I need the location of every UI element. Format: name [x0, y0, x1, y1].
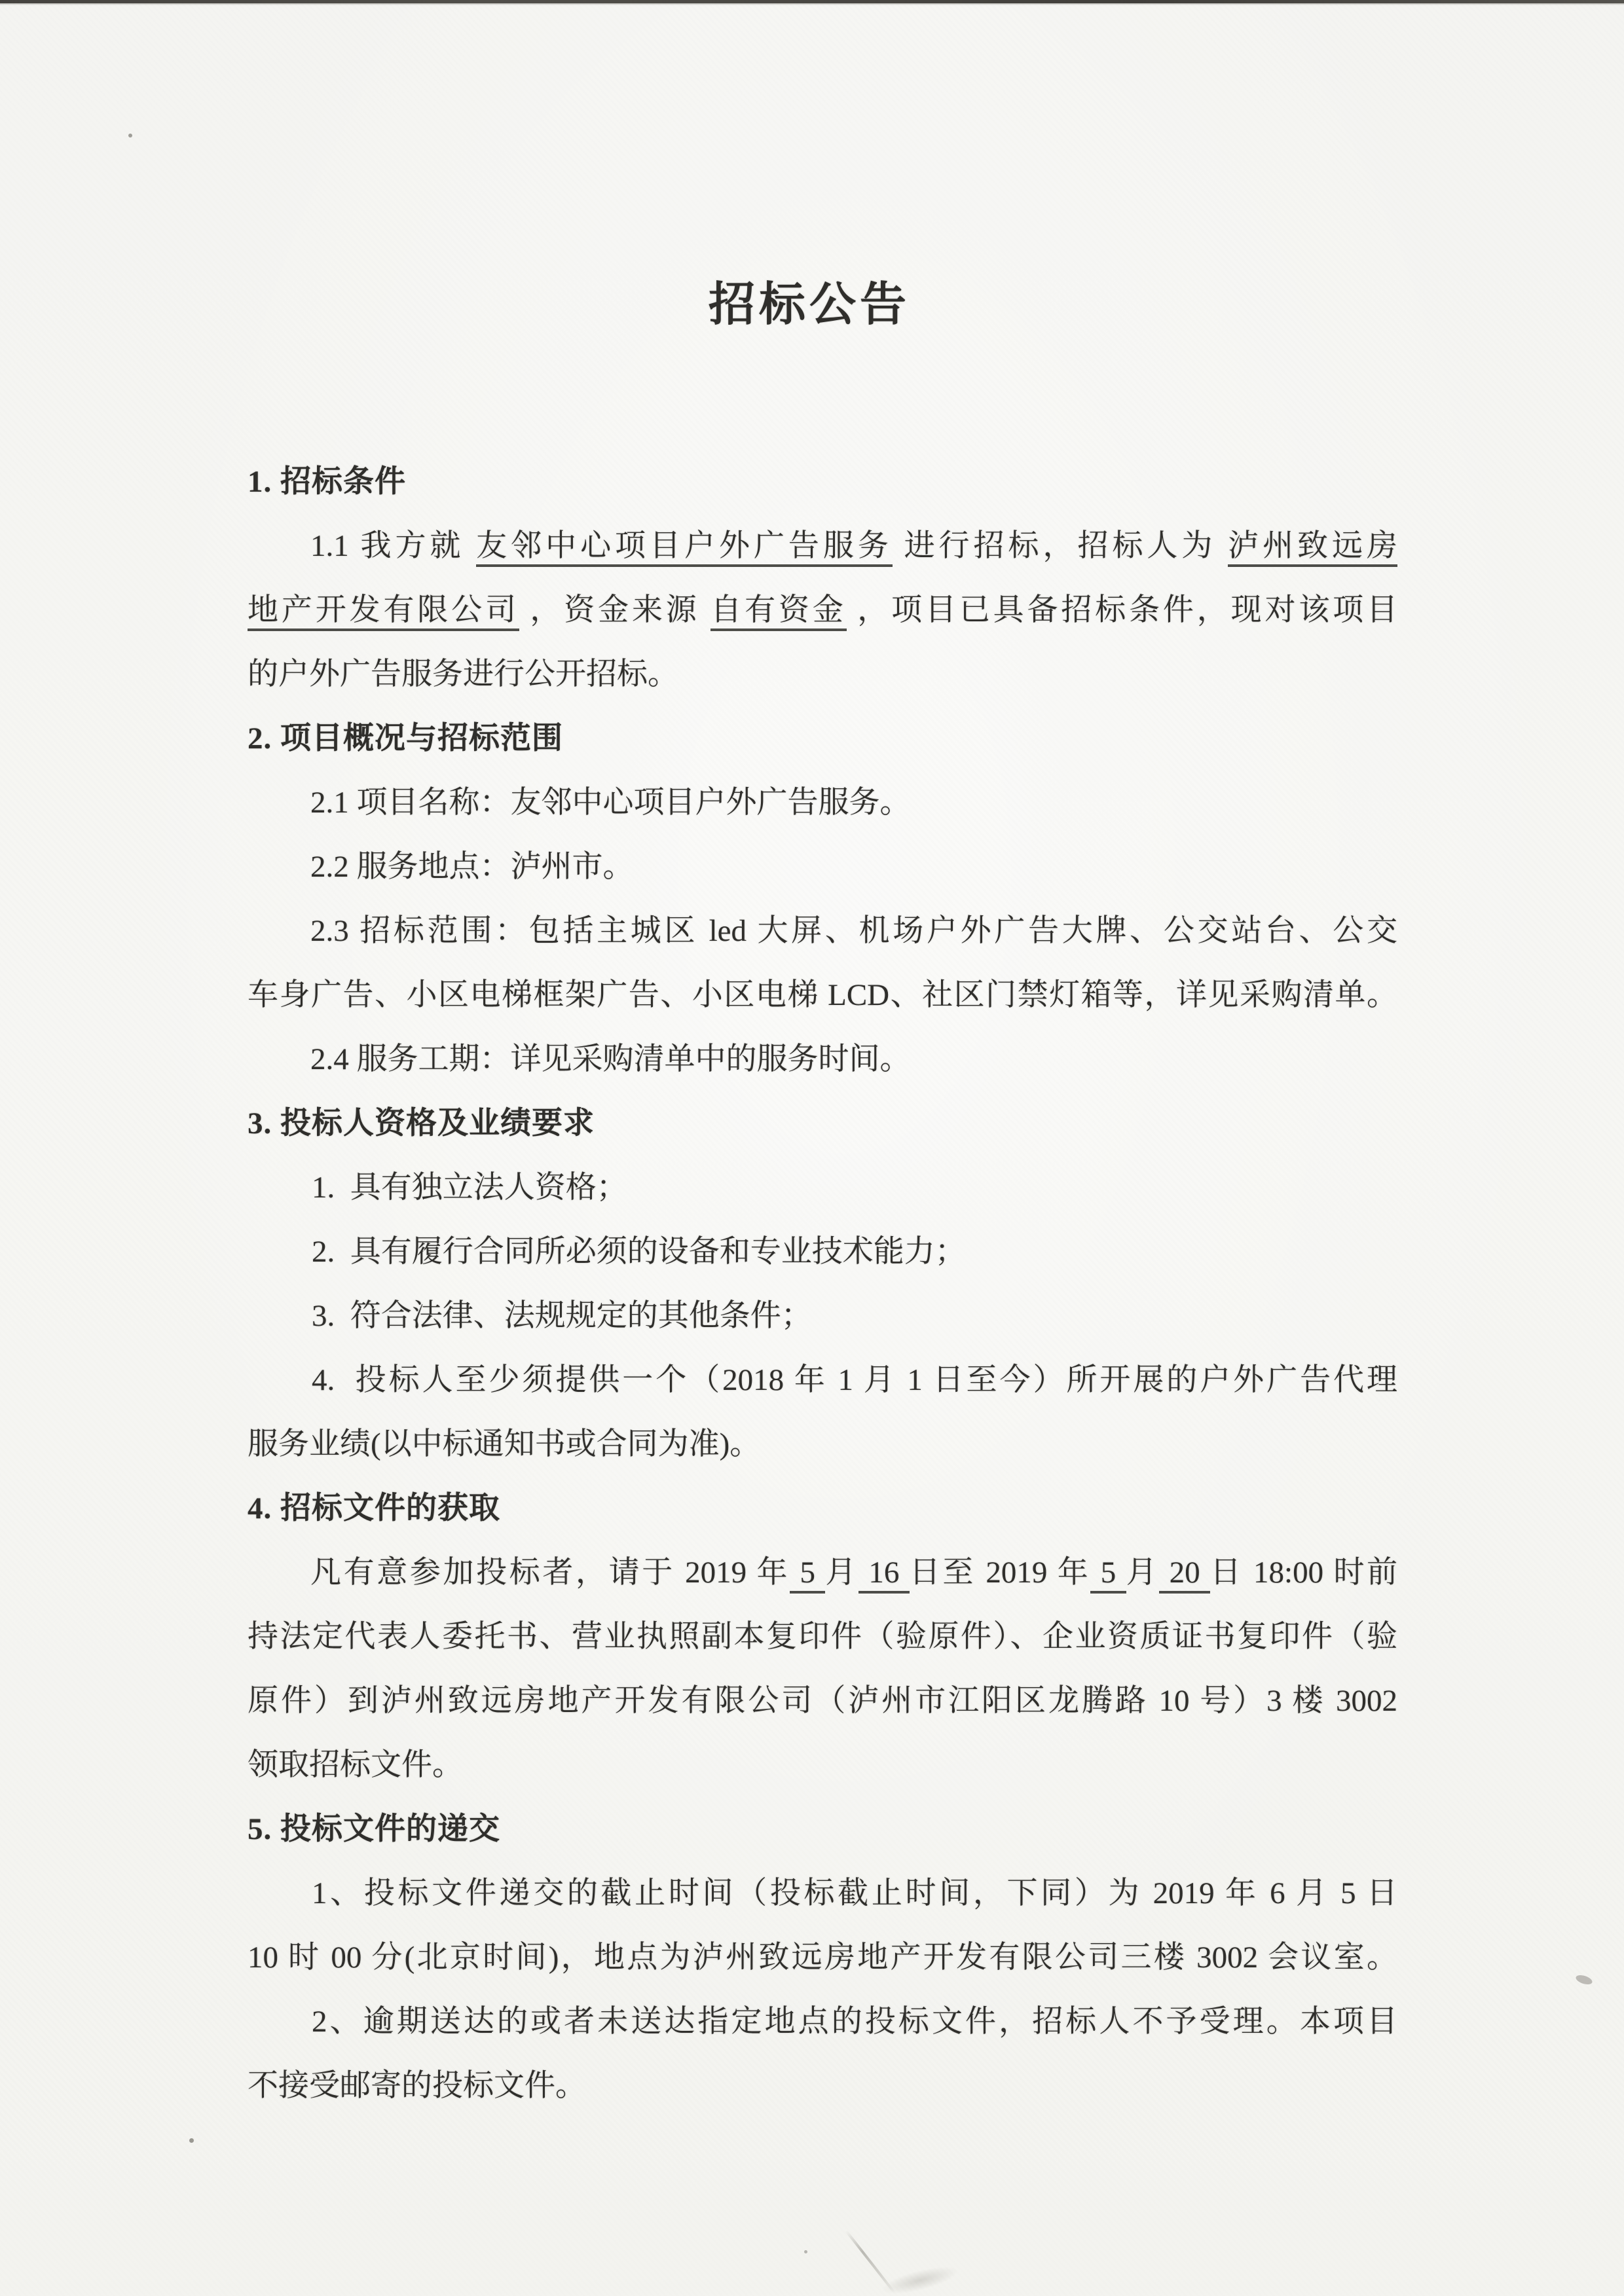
- item-3-2: [248, 1220, 1397, 1284]
- text-run: 4. 招标文件的获取: [248, 1491, 500, 1525]
- item-3-4-line-1: [248, 1348, 1397, 1412]
- text-run: ，项目已具备招标条件，现对该项目: [846, 593, 1398, 627]
- text-run: 2.3 招标范围：包括主城区 led 大屏、机场户外广告大牌、公交站台、公交: [310, 914, 1397, 948]
- text-run: 3. 投标人资格及业绩要求: [248, 1106, 595, 1140]
- para-1-1-line-2: [248, 578, 1397, 642]
- text-run: 10 时 00 分(北京时间)，地点为泸州致远房地产开发有限公司三楼 3002 会议室。: [248, 1941, 1397, 1975]
- text-run: 4. 投标人至少须提供一个（2018 年 1 月 1 日至今）所开展的户外广告代理: [312, 1363, 1397, 1397]
- text-run: 招标公告: [708, 280, 910, 331]
- section-4-heading: [248, 1476, 1397, 1540]
- text-run: 领取招标文件。: [248, 1748, 463, 1782]
- underlined-fill-in-value: 自有资金: [710, 593, 846, 631]
- scanner-edge-artifact: [0, 0, 1624, 3]
- para-1-1-line-1: [248, 514, 1397, 578]
- item-5-2-line-1: [248, 1990, 1397, 2054]
- section-3-heading: [248, 1091, 1397, 1156]
- text-run: 凡有意参加投标者，请于 2019 年: [310, 1556, 790, 1590]
- underlined-fill-in-value: 5: [790, 1556, 825, 1594]
- underlined-fill-in-value: 20: [1159, 1556, 1210, 1594]
- para-2-3-line-2: [248, 963, 1397, 1027]
- section-2-heading: [248, 706, 1397, 771]
- para-4-line-1: [248, 1540, 1397, 1605]
- text-run: 持法定代表人委托书、营业执照副本复印件（验原件）、企业资质证书复印件（验: [248, 1620, 1397, 1654]
- text-run: 1. 招标条件: [248, 465, 406, 499]
- text-run: 1、投标文件递交的截止时间（投标截止时间，下同）为 2019 年 6 月 5 日: [312, 1876, 1397, 1910]
- para-2-2: [248, 835, 1397, 899]
- underlined-fill-in-value: 地产开发有限公司: [248, 593, 519, 631]
- text-run: 日 18:00 时前: [1210, 1556, 1398, 1590]
- text-run: 2. 项目概况与招标范围: [248, 721, 563, 756]
- text-run: 原件）到泸州致远房地产开发有限公司（泸州市江阳区龙腾路 10 号）3 楼 3002: [248, 1684, 1397, 1718]
- para-4-line-2: [248, 1605, 1397, 1669]
- text-run: 2. 具有履行合同所必须的设备和专业技术能力；: [312, 1235, 966, 1269]
- paper-crease-artifact: [879, 2261, 961, 2296]
- scan-speck: [189, 2138, 194, 2143]
- para-2-3-line-1: [248, 899, 1397, 963]
- item-3-4-line-2: [248, 1412, 1397, 1476]
- text-run: 月: [825, 1556, 859, 1590]
- para-2-1: [248, 771, 1397, 835]
- text-run: 不接受邮寄的投标文件。: [248, 2069, 586, 2103]
- item-5-1-line-2: [248, 1925, 1397, 1990]
- text-run: 2.4 服务工期：详见采购清单中的服务时间。: [310, 1042, 911, 1076]
- item-5-1-line-1: [248, 1861, 1397, 1925]
- para-4-line-3: [248, 1669, 1397, 1733]
- text-run: 月: [1126, 1556, 1160, 1590]
- item-5-2-line-2: [248, 2054, 1397, 2118]
- text-run: 2、逾期送达的或者未送达指定地点的投标文件，招标人不予受理。本项目: [312, 2005, 1397, 2039]
- text-run: 车身广告、小区电梯框架广告、小区电梯 LCD、社区门禁灯箱等，详见采购清单。: [248, 978, 1397, 1012]
- text-run: 进行招标，招标人为: [892, 529, 1228, 563]
- scan-smudge: [1575, 1973, 1593, 1986]
- section-5-heading: [248, 1797, 1397, 1861]
- underlined-fill-in-value: 16: [858, 1556, 910, 1594]
- scan-speck: [804, 2250, 807, 2253]
- item-3-3: [248, 1284, 1397, 1348]
- text-run: 服务业绩(以中标通知书或合同为准)。: [248, 1427, 761, 1461]
- underlined-fill-in-value: 5: [1090, 1556, 1126, 1594]
- text-run: 的户外广告服务进行公开招标。: [248, 657, 678, 691]
- document-title: [234, 273, 1384, 337]
- document-body: [248, 273, 1397, 2118]
- text-run: 5. 投标文件的递交: [248, 1812, 500, 1846]
- text-run: 2.2 服务地点：泸州市。: [310, 850, 634, 884]
- text-run: 2.1 项目名称：友邻中心项目户外广告服务。: [310, 786, 911, 820]
- scan-speck: [128, 134, 132, 137]
- underlined-fill-in-value: 友邻中心项目户外广告服务: [476, 529, 893, 567]
- item-3-1: [248, 1156, 1397, 1220]
- para-2-4: [248, 1027, 1397, 1091]
- text-run: 3. 符合法律、法规规定的其他条件；: [312, 1299, 812, 1333]
- section-1-heading: [248, 450, 1397, 514]
- para-4-line-4: [248, 1733, 1397, 1797]
- text-run: 1.1 我方就: [310, 529, 477, 563]
- text-run: 日至 2019 年: [909, 1556, 1091, 1590]
- text-run: 1. 具有独立法人资格；: [312, 1171, 627, 1205]
- underlined-fill-in-value: 泸州致远房: [1228, 529, 1397, 567]
- text-run: ，资金来源: [519, 593, 711, 627]
- para-1-1-line-3: [248, 642, 1397, 706]
